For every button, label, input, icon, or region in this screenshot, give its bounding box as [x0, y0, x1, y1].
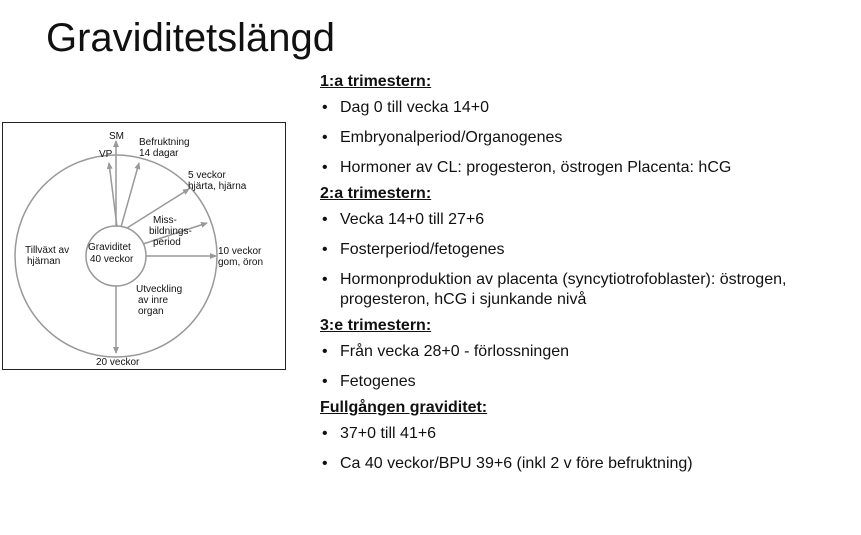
bullet-list [320, 210, 860, 310]
label-20-veckor: 20 veckor [96, 357, 140, 368]
content-column [320, 72, 860, 480]
label-missbildning-line2: bildnings- [149, 226, 192, 237]
pregnancy-timeline-diagram [2, 122, 286, 370]
list-item: • Ca 40 veckor/BPU 39+6 (inkl 2 v före befruktning) [320, 454, 860, 474]
list-item [320, 270, 860, 310]
section-heading: 3:e trimestern: [320, 317, 432, 334]
label-missbildning-line3: period [153, 237, 181, 248]
bullet-list [320, 98, 860, 178]
label-tillvaxt-line1: Tillväxt av [25, 245, 70, 256]
section-fullgangen [320, 398, 860, 474]
section-trimester-1 [320, 72, 860, 178]
label-utveckling-line2: av inre [138, 295, 169, 306]
section-heading: Fullgången graviditet: [320, 399, 488, 416]
arrow-befruktning [121, 163, 139, 227]
list-item: • Fosterperiod/fetogenes [320, 240, 860, 260]
list-item-line: progesteron, hCG i sjunkande nivå [340, 291, 587, 308]
label-befruktning-line1: Befruktning [139, 137, 190, 148]
list-item: • Dag 0 till vecka 14+0 [320, 98, 860, 118]
list-item: • Embryonalperiod/Organogenes [320, 128, 860, 148]
list-item: • Fetogenes [320, 372, 860, 392]
bullet-list [320, 342, 860, 392]
label-5-veckor-line2: hjärta, hjärna [188, 181, 247, 192]
section-trimester-3 [320, 316, 860, 392]
section-heading: 1:a trimestern: [320, 73, 432, 90]
list-item-line: Hormonproduktion av placenta (syncytiotrofoblaster): östrogen, [340, 271, 787, 288]
list-item: • Från vecka 28+0 - förlossningen [320, 342, 860, 362]
slide-title: Graviditetslängd [46, 16, 336, 60]
label-befruktning-line2: 14 dagar [139, 148, 179, 159]
label-5-veckor-line1: 5 veckor [188, 170, 226, 181]
diagram-svg [3, 123, 287, 371]
label-missbildning-line1: Miss- [153, 215, 177, 226]
label-10-veckor-line1: 10 veckor [218, 246, 262, 257]
label-sm: SM [109, 131, 124, 142]
section-trimester-2 [320, 184, 860, 310]
label-10-veckor-line2: gom, öron [218, 257, 264, 268]
list-item: • Vecka 14+0 till 27+6 [320, 210, 860, 230]
center-label-line1: Graviditet [88, 242, 131, 253]
bullet-list [320, 424, 860, 474]
section-heading: 2:a trimestern: [320, 185, 432, 202]
label-vp: VP [99, 149, 113, 160]
label-tillvaxt-line2: hjärnan [27, 256, 61, 267]
label-utveckling-line1: Utveckling [136, 284, 183, 295]
label-utveckling-line3: organ [138, 306, 164, 317]
list-item: • 37+0 till 41+6 [320, 424, 860, 444]
center-label-line2: 40 veckor [90, 254, 134, 265]
list-item: • Hormoner av CL: progesteron, östrogen Placenta: hCG [320, 158, 860, 178]
